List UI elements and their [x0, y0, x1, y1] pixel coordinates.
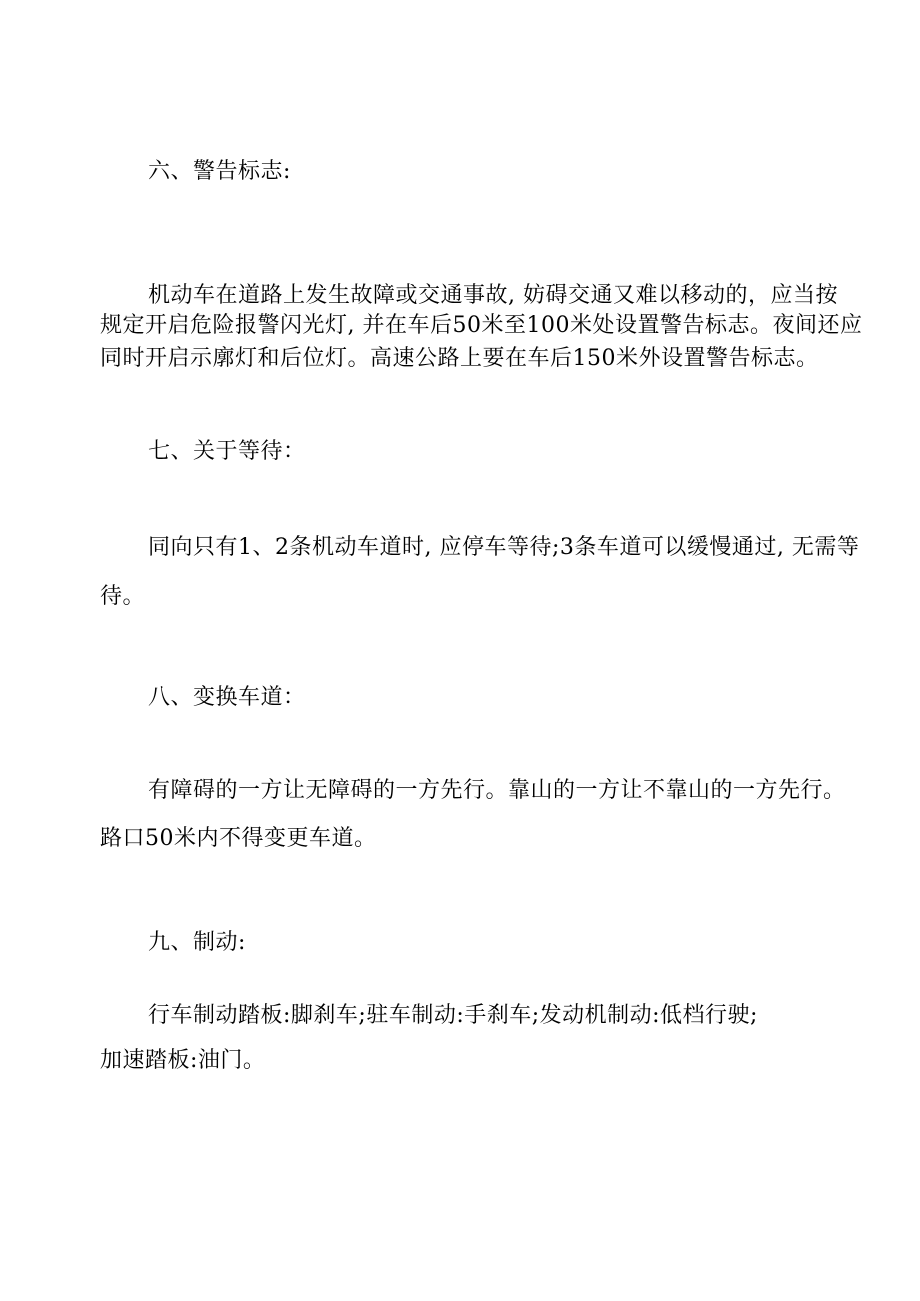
paragraph-line: 行车制动踏板:脚刹车;驻车制动:手刹车;发动机制动:低档行驶;: [148, 1003, 758, 1028]
paragraph-line: 路口50米内不得变更车道。: [100, 826, 377, 851]
paragraph-line: 加速踏板:油门。: [100, 1048, 266, 1073]
paragraph-line: 同向只有1、2条机动车道时, 应停车等待;3条车道可以缓慢通过, 无需等: [148, 535, 860, 560]
paragraph-line: 规定开启危险报警闪光灯, 并在车后50米至100米处设置警告标志。夜间还应: [100, 313, 863, 338]
paragraph-line: 机动车在道路上发生故障或交通事故, 妨碍交通又难以移动的，应当按: [148, 283, 838, 308]
paragraph-line: 同时开启示廓灯和后位灯。高速公路上要在车后150米外设置警告标志。: [100, 346, 819, 371]
paragraph-line: 待。: [100, 584, 146, 609]
section-heading-warning-sign: 六、警告标志:: [148, 159, 291, 184]
section-heading-braking: 九、制动:: [148, 930, 246, 955]
paragraph-line: 有障碍的一方让无障碍的一方先行。靠山的一方让不靠山的一方先行。: [148, 778, 846, 803]
section-heading-waiting: 七、关于等待：: [148, 439, 306, 464]
section-heading-lane-change: 八、变换车道：: [148, 685, 306, 710]
